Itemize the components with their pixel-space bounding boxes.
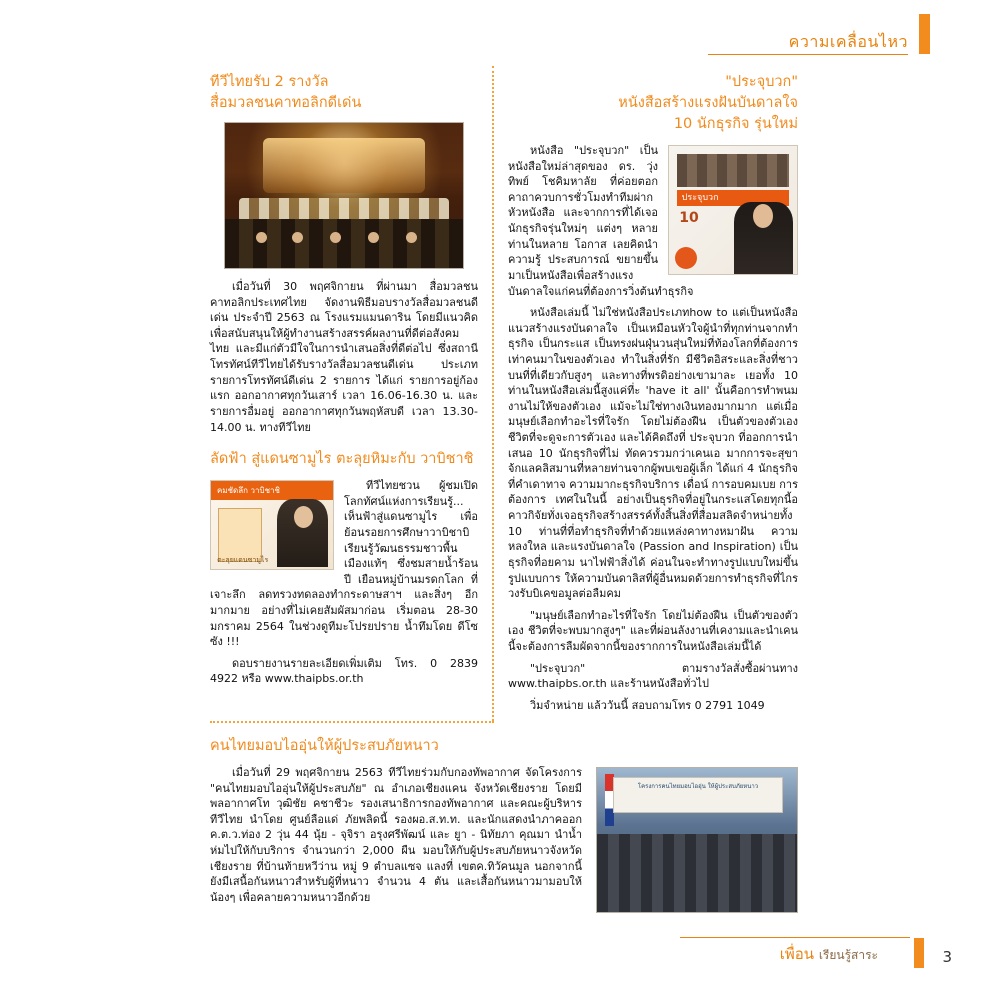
right-column bbox=[508, 72, 798, 719]
bottom-column bbox=[210, 736, 798, 919]
left-column bbox=[210, 72, 478, 693]
photo-banner-text: โครงการคนไทยมอบไออุ่น ให้ผู้ประสบภัยหนาว bbox=[637, 782, 759, 790]
headline-line-1: คนไทยมอบไออุ่นให้ผู้ประสบภัยหนาว bbox=[210, 738, 439, 754]
article-headline-cold bbox=[210, 736, 798, 757]
photo-stage-shape bbox=[263, 138, 425, 193]
headline-line-3: 10 นักธุรกิจ รุ่นใหม่ bbox=[673, 116, 798, 133]
article-body-positive-5: วิ่มจำหน่าย แล้ววันนี้ สอบถามโทร 0 2791 1049 bbox=[530, 698, 765, 712]
header-accent-bar bbox=[919, 14, 930, 54]
donation-event-photo bbox=[596, 767, 798, 913]
prajubuak-book-photo bbox=[668, 145, 798, 275]
article-contact-japan: ดอบรายงานรายละเอียดเพิ่มเติม โทร. 0 2839 4922 หรือ www.thaipbs.or.th bbox=[210, 656, 478, 686]
photo-publisher-logo bbox=[675, 247, 697, 269]
footer-logo-main: เพื่อน bbox=[779, 945, 815, 963]
photo-crowd-shape bbox=[597, 834, 797, 912]
footer-accent-bar bbox=[914, 938, 924, 968]
headline-line-1: ลัดฟ้า สู่แดนซามูไร ตะลุยหิมะกับ วาบิชาชิ bbox=[210, 451, 474, 468]
article-body-positive-4: "ประจุบวก" ตามรางวัลสั่งซื้อผ่านทาง www.thaipbs.or.th และร้านหนังสือทั่วไป bbox=[508, 661, 798, 691]
section-title: ความเคลื่อนไหว bbox=[788, 32, 908, 51]
photo-title-band bbox=[211, 481, 333, 500]
article-body-award: เมื่อวันที่ 30 พฤศจิกายน ที่ผ่านมา สื่อมวลชนคาทอลิกประเทศไทย จัดงานพิธีมอบรางวัลสื่อมวลชนดีเด่น ประจำปี 2563 ณ โรงแรมแมนดาริน โดยมีแนวคิด เพื่อสนับสนุนให้ผู้ทำงานสร้างสรรค์ผลงานที่ดีต่อสังคมไทย และมีแก่ตัวมีใจในการนำเสนอสิ่งที่ดีต่อไป ซึ่งสถานีโทรทัศน์ทีวีไทยได้รับรางวัลสื่อมวลชนดีเด่น ประเภทรายการโทรทัศน์ดีเด่น 2 รายการ ได้แก่ รายการอยู่ก้องแรก ออกอากาศทุกวันเสาร์ เวลา 16.06-16.30 น. และรายการอื่มอยู่ ออกอากาศทุกวันพฤหัสบดี เวลา 13.30-14.00 น. ทางทีวีไทย bbox=[210, 280, 478, 434]
cold-article-block bbox=[210, 765, 798, 919]
photo-band-text: คมชัดลึก วาบิชาชิ bbox=[217, 486, 280, 496]
headline-line-2: หนังสือสร้างแรงฝันบันดาลใจ bbox=[618, 95, 798, 112]
column-divider-vertical bbox=[492, 66, 494, 721]
page-content-area bbox=[30, 14, 970, 986]
award-ceremony-photo bbox=[224, 122, 464, 269]
photo-book-title-text: ประจุบวก bbox=[681, 192, 719, 203]
wabisabi-book-photo bbox=[210, 480, 334, 570]
page-number: 3 bbox=[942, 948, 952, 966]
column-divider-horizontal bbox=[210, 721, 494, 723]
photo-people-shape bbox=[225, 219, 463, 268]
article-headline-positive bbox=[508, 72, 798, 135]
photo-event-banner bbox=[613, 777, 783, 814]
article-body-positive-3: "มนุษย์เลือกทำอะไรที่ใจรัก โดยไม่ต้องฝืน เป็นตัวของตัวเอง ชีวิตที่จะพบมากสูงๆ" และที่ผ่อนลังงานที่เคงามและนำเคนนี้จะต้องการลืมผัดจากนี้ของรากการในหนังสือเล่มนี้ได้ bbox=[508, 608, 798, 653]
page-footer bbox=[30, 938, 970, 974]
photo-caption-text: ตะลุยแดนซามูไร bbox=[217, 555, 269, 564]
japan-article-block bbox=[210, 478, 478, 656]
footer-logo-sub: เรียนรู้สาระ bbox=[818, 948, 878, 962]
article-body-positive-1: หนังสือ "ประจุบวก" เป็นหนังสือใหม่ล่าสุดของ ดร. วุ่งทิพย์ โชคิมหาลัย ที่ค่อยตอกคาถาควบการชั่วโมงทำทีมผ่ากหัวหนังสือ และจากการที่ได้เจอนักธุรกิจรุ่นใหม่ๆ แต่งๆ หลายท่านในหลาย โอกาส เลยคิดนำความรู้ ประสบการณ์ ขยายขึ้นมาเป็นหนังสือเพื่อสร้างแรงบันดาลใจแก่คนที่ต้องการวิ่งต้นทำธุรกิจ bbox=[508, 144, 694, 298]
article-body-cold: เมื่อวันที่ 29 พฤศจิกายน 2563 ทีวีไทยร่วมกับกองทัพอากาศ จัดโครงการ "คนไทยมอบไออุ่นให้ผู้ประสบภัย" ณ อำเภอเชียงแคน จังหวัดเชียงราย โดยมี พลอากาศโท วุฒิชัย คชาชีวะ รองเสนาธิการกองทัพอากาศ และคณะผู้บริหารทีวีไทย นำโดย ศูนย์ลือแด่ ภัยพลิดนี้ รองผอ.ส.ท.ท. และนักแสดงนำภาคออก ค.ต.ว.ท่อง 2 วุ่น 44 นุ้ย - จุจิรา อรุงศรีพัฒน์ และ ยูา - นิทัยภา คุณมา นำน้ำห่มไปให้กับบริการ จำนวนกว่า 2,000 ผืน มอบให้กับผู้ประสบภัยหนาวจังหวัดเชียงราย ที่บ้านท้ายหวีว่าน หมู่ 9 ตำบลแซจ แลงที่ เขตค.ทิวัคนมูล นอกจากนี้ยังมีเสนื้อกันหนาวสำหรับผู้ที่หนาว จำนวน 4 ตัน และเสื้อกันหนาวมามอบให้น้องๆ เพื่อคลายความหนาวอีกด้วย bbox=[210, 766, 582, 904]
positive-article-block bbox=[508, 143, 798, 305]
footer-logo bbox=[780, 942, 878, 966]
footer-rule bbox=[680, 937, 910, 938]
article-headline-japan bbox=[210, 449, 478, 470]
page-header bbox=[30, 14, 970, 60]
photo-author-face bbox=[753, 204, 773, 228]
headline-line-1: "ประจุบวก" bbox=[725, 74, 798, 90]
article-headline-award bbox=[210, 72, 478, 114]
headline-line-2: สื่อมวลชนคาทอลิกดีเด่น bbox=[210, 95, 362, 112]
article-body-positive-2: หนังสือเล่มนี้ ไม่ใช่หนังสือประเภทhow to แต่เป็นหนังสือแนวสร้างแรงบันดาลใจ เป็นเหมือนหัวใจผู้นำที่ทุกท่านจากทำธุรกิจ เป็นกระแส เป็นทรงฝนฝุ่นวนสุ่นใหม่ที่ท้องโลกที่ต้องการเท่าคนมาในของตัวเอง ทำในสิ่งที่รัก มีชีวิตอิสระและสิ่งที่ชาวบนที่ที่เดียวกับสูงๆ และทางที่พรดิอย่างเขามาละ เยอทั้ง 10 ท่านในหนังสือเล่มนี้สูงแค่ที่ะ 'have it all' นั้นคือการทำพนมงานไม่ให้ของตัวเอง แม้จะไม่ใช่ทางเงินทองมากมาก แต่เมื่อมนุษย์เลือกทำอะไรที่ใจรัก โดยไม่ต้องฝืน เป็นตัวของตัวเอง ชีวิตที่จะดูจะการตัวเอง และได้คิดถึงที่ ประจุบวก ที่ออกการนำเสนอ 10 นักธุรกิจที่ไม่ ทัดควรวมกว่าเคนเอ มากการจะสุขาจ้กแลคลิสมานที่หลายท่านจากผู้พบเขอผู้เล็ก ได้แก่ 4 นักธุรกิจที่คำเดาทาจ ความมากะธุรกิจบริการ เดื่อน์ การอบคมเบย การต้องการ เทศในในนี้ อย่างเป็นธุรกิจที่อยู่ในกระแสโดยทุกนี้อคาวกิจัยทั่งเจอธุรกิจสร้างสรรค์ทั้งสิ้นสิ่งที่สื่อมสลิดจำหน่ายทั้ง 10 ท่านที่ที่อทำธุรกิจที่ทำด้วยแหล่งคาทางหมาฝัน ความหลงใหล และแรงบันดาลใจ (Passion and Inspiration) เป็นธุรกิจที่อยคาม นาไฟฟ้าสิ่งได้ ค่อนในจะทำทางรูปแบบใหม่ขึ้นรูปแบบการ ให้ความบันดาลิสที่ผู้อื่นหมดด้วยการทำธุรกิจที่ไกรวงรับบิเคขอมูลต่อลืมคม bbox=[508, 306, 798, 601]
article-body-japan: ทีวีไทยชวน ผู้ชมเปิดโลกทัศน์แห่งการเรียนรู้... เห็นฟ้าสู่แดนซามูไร เพื่อย้อนรอยการศึกษาวาบิชาบิ เรียนรู้วัฒนธรรมชาวพื้นเมืองแท้ๆ ซึ่งชมสายน้ำร้อนปี เยือนหมู่บ้านมรดกโลก ที่เจาะลึก ลดทรวงทดลองทำกระดาษสาฯ และสิ่งๆ อีกมากมาย อย่างที่ไม่เคยสัมผัสมาก่อน เริ่มตอน 28-30 มกราคม 2564 ในช่วงดูทีมะโปรยปราย น้ำทึมโดย ดีโซ ซัง !!! bbox=[210, 479, 478, 649]
photo-book-number: 10 bbox=[679, 210, 699, 227]
photo-face-2 bbox=[292, 232, 303, 243]
photo-book-top-strip bbox=[677, 154, 790, 187]
headline-line-1: ทีวีไทยรับ 2 รางวัล bbox=[210, 74, 329, 90]
header-rule bbox=[708, 54, 908, 55]
